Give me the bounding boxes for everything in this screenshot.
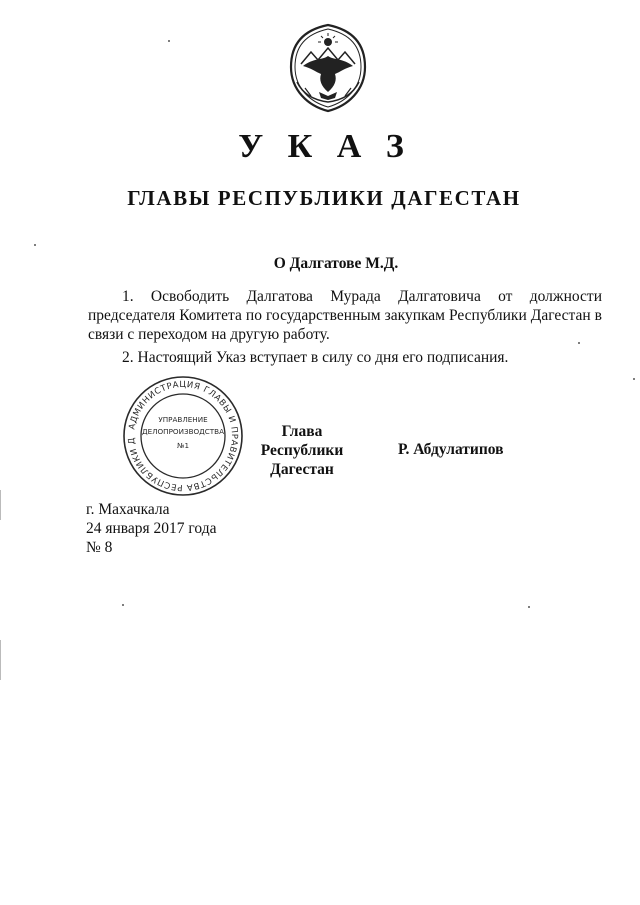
document-title: У К А З [238,128,412,165]
signature-title-line-2: Республики Дагестан [260,442,344,478]
signature-title-line-1: Глава [281,423,323,440]
footer-date: 24 января 2017 года [86,520,217,537]
stamp-line-1: УПРАВЛЕНИЕ [158,415,208,424]
document-subtitle: ГЛАВЫ РЕСПУБЛИКИ ДАГЕСТАН [127,186,521,210]
signature-title [229,422,375,479]
scan-edge-mark [0,640,1,680]
scan-speck [122,604,124,606]
scan-speck [633,378,635,380]
document-footer [86,500,216,557]
footer-number: № 8 [86,539,113,556]
office-stamp [121,374,245,498]
scan-speck [528,606,530,608]
document-subject: О Далгатове М.Д. [273,255,399,272]
stamp-ring-text: АДМИНИСТРАЦИЯ ГЛАВЫ И ПРАВИТЕЛЬСТВА РЕСПУБЛИКИ Д [126,379,240,493]
coat-of-arms-icon [283,22,373,114]
scan-speck [168,40,170,42]
scan-speck [578,342,580,344]
stamp-line-2: ДЕЛОПРОИЗВОДСТВА [141,427,225,436]
signatory-name: Р. Абдулатипов [398,441,504,458]
stamp-line-3: №1 [176,441,190,450]
footer-city: г. Махачкала [86,501,170,518]
paragraph-2: 2. Настоящий Указ вступает в силу со дня его подписания. [122,349,509,366]
paragraph-1: 1. Освободить Далгатова Мурада Далгатовича от должности председателя Комитета по государственным закупкам Республики Дагестан в связи с переходом на другую работу. [88,288,602,343]
scan-speck [34,244,36,246]
scan-edge-mark [0,490,1,520]
